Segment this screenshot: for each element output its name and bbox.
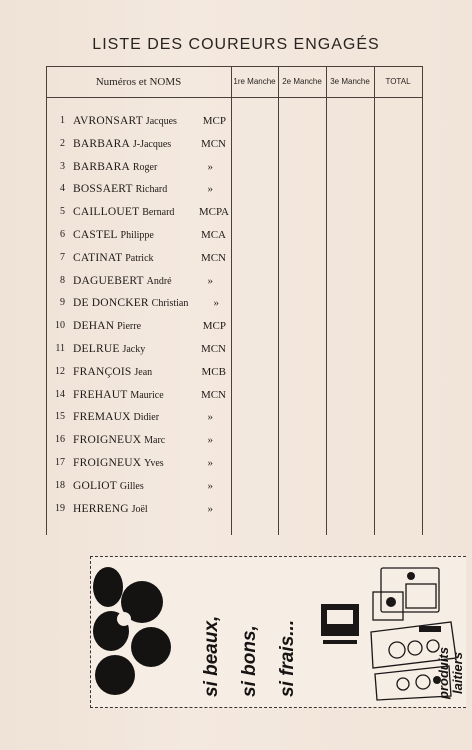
rider-first-name: Marc [144,435,166,447]
rider-row [46,457,231,480]
rider-first-name: Richard [135,184,168,196]
rider-last-name: FREMAUX [73,411,131,424]
rider-first-name: J-Jacques [132,138,172,150]
column-divider [231,67,232,535]
header-names: Numéros et NOMS [95,76,182,88]
logo-circle [95,655,135,695]
rider-first-name: Jean [134,366,153,378]
rider-number: 19 [55,502,65,514]
rider-first-name: Jacky [122,343,146,355]
rider-row [46,138,231,161]
rider-row [46,275,231,298]
rider-name [73,457,164,469]
riders-table [46,66,423,535]
rider-number: 17 [55,456,65,468]
logo-circle-gap [117,612,131,626]
rider-last-name: DAGUEBERT [73,274,144,287]
rider-name [73,138,171,150]
rider-club: » [207,183,213,196]
header-manche-3: 3e Manche [330,77,370,86]
rider-row [46,297,231,320]
rider-row [46,389,231,412]
rider-number: 2 [60,137,65,149]
rider-number: 15 [55,411,65,423]
rider-club: » [207,434,213,447]
rider-name [73,343,145,355]
rider-first-name: Christian [151,298,189,310]
rider-last-name: GOLIOT [73,479,117,492]
rider-last-name: CATINAT [73,251,123,264]
rider-row [46,411,231,434]
rider-name [73,480,144,492]
rider-name [73,275,172,287]
rider-number: 4 [60,183,65,195]
rider-name [73,320,141,332]
rider-row [46,161,231,184]
rider-last-name: FRANÇOIS [73,365,132,378]
rider-number: 7 [60,251,65,263]
rider-first-name: André [146,275,172,287]
rider-number: 12 [55,365,65,377]
rider-row [46,480,231,503]
rider-number: 5 [60,206,65,218]
rider-first-name: Patrick [125,252,154,264]
rider-club: » [213,297,219,310]
rider-row [46,320,231,343]
rider-first-name: Maurice [130,389,164,401]
product-label [437,647,465,699]
rider-last-name: BARBARA [73,160,130,173]
rider-number: 16 [55,434,65,446]
rider-club: MCN [200,388,226,401]
rider-first-name: Joël [131,503,148,515]
logo-circle [93,567,123,607]
rider-number: 8 [60,274,65,286]
rider-club: » [207,160,213,173]
rider-last-name: HERRENG [73,502,129,515]
rider-last-name: BOSSAERT [73,183,133,196]
rider-last-name: CASTEL [73,228,118,241]
rider-row [46,206,231,229]
rider-club: MCN [200,137,226,150]
rider-list [46,115,231,525]
page-title: LISTE DES COUREURS ENGAGÉS [92,36,380,53]
slogan-line-3: si frais... [277,619,298,697]
rider-name [73,252,154,264]
column-divider [326,67,327,535]
rider-last-name: FREHAUT [73,388,128,401]
dairy-advertisement [90,556,466,708]
rider-club: MCPA [198,206,229,219]
rider-first-name: Didier [133,412,160,424]
rider-last-name: DEHAN [73,320,115,333]
rider-club: » [207,479,213,492]
header-manche-1: 1re Manche [233,77,276,86]
rider-name [73,503,148,515]
rider-name [73,297,188,309]
rider-first-name: Yves [144,457,164,469]
column-divider [278,67,279,535]
product-label-line-1: produits [436,647,451,699]
product-label-line-2: laitiers [450,652,465,694]
rider-number: 9 [60,297,65,309]
rider-row [46,366,231,389]
logo-circle [131,627,171,667]
rider-row [46,343,231,366]
rider-number: 3 [60,160,65,172]
header-manche-2: 2e Manche [282,77,322,86]
rider-number: 18 [55,479,65,491]
rider-last-name: BARBARA [73,137,130,150]
column-divider [374,67,375,535]
rider-name [73,183,167,195]
rider-club: MCN [200,342,226,355]
slogan-line-2: si bons, [239,625,260,697]
rider-club: MCB [201,365,226,378]
rider-last-name: DE DONCKER [73,297,149,310]
rider-last-name: DELRUE [73,342,120,355]
rider-first-name: Jacques [145,116,177,127]
header-divider [46,97,423,98]
rider-name [73,366,152,378]
rider-first-name: Gilles [119,480,144,492]
rider-first-name: Roger [132,161,158,173]
rider-name [73,206,174,218]
rider-name [73,411,159,423]
rider-number: 11 [55,342,65,354]
rider-name [73,389,164,401]
rider-club: » [207,456,213,469]
rider-last-name: FROIGNEUX [73,434,142,447]
rider-name [73,161,157,173]
rider-row [46,115,231,138]
rider-number: 14 [55,388,65,400]
rider-number: 1 [60,115,65,126]
rider-club: MCP [202,320,226,333]
rider-club: MCP [202,115,226,127]
rider-number: 10 [55,320,65,332]
rider-club: » [207,502,213,515]
rider-name [73,115,177,127]
rider-last-name: CAILLOUET [73,206,140,219]
rider-row [46,434,231,457]
rider-last-name: AVRONSART [73,115,143,127]
slogan-line-1: si beaux, [201,615,222,697]
rider-first-name: Philippe [120,229,154,241]
rider-first-name: Bernard [142,207,175,219]
rider-number: 6 [60,228,65,240]
table-border-right [422,67,423,535]
rider-first-name: Pierre [117,321,142,333]
rider-row [46,229,231,252]
rider-club: MCN [200,251,226,264]
rider-name [73,434,165,446]
rider-name [73,229,154,241]
rider-club: MCA [200,228,226,241]
rider-row [46,252,231,275]
rider-last-name: FROIGNEUX [73,456,142,469]
rider-row [46,183,231,206]
rider-club: » [207,411,213,424]
rider-row [46,503,231,526]
rider-club: » [207,274,213,287]
header-total: TOTAL [385,77,411,86]
